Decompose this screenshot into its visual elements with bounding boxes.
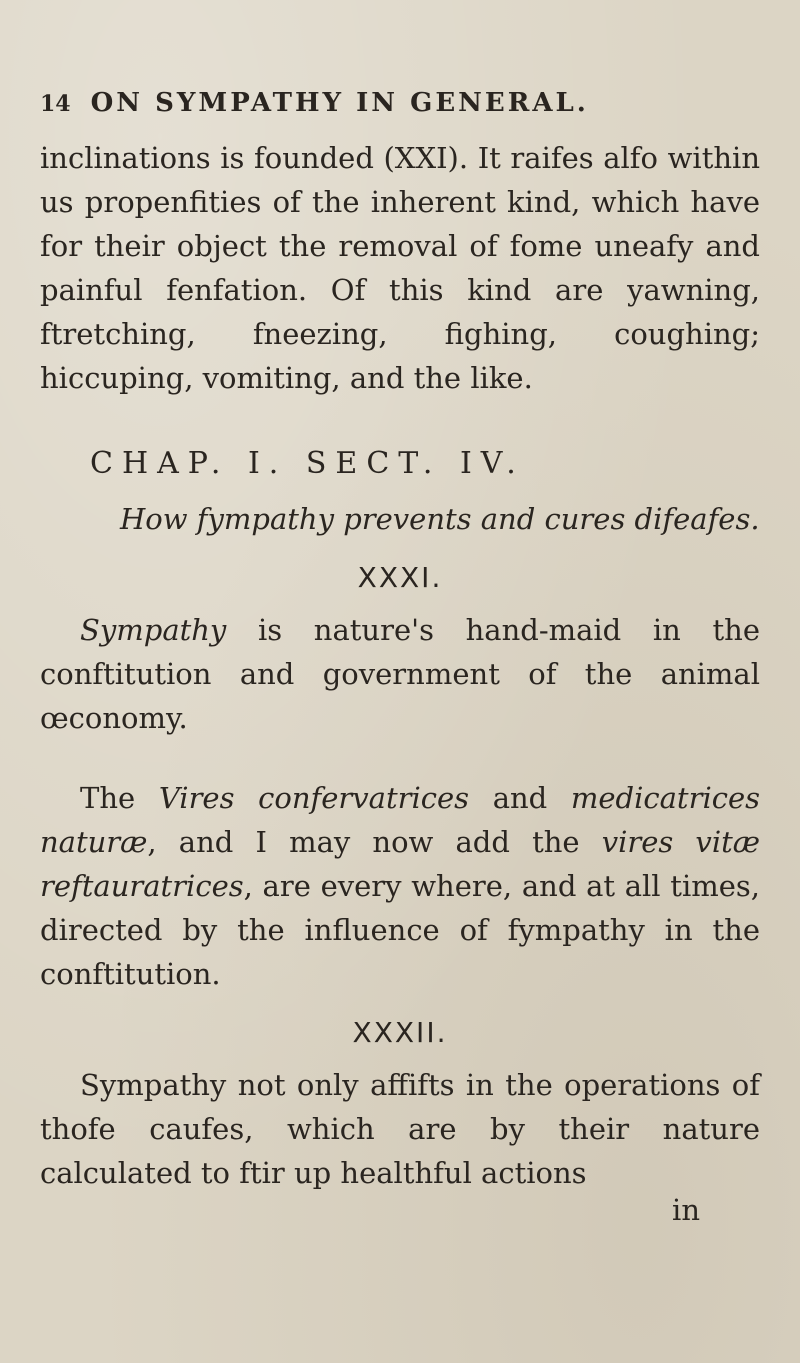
vires-italic-3: vires vitæ reftauratrices <box>40 825 761 903</box>
section-xxxi-lead: Sympathy <box>80 613 227 647</box>
vires-paragraph <box>40 776 760 996</box>
section-xxxii-text: Sympathy not only affifts in the operations of thofe caufes, which are by their nature calculated to ftir up healthful actions <box>40 1068 760 1190</box>
section-xxxi-paragraph <box>40 608 760 740</box>
section-xxxii-paragraph <box>40 1063 760 1195</box>
vires-italic-2: medicatrices naturæ <box>40 781 760 859</box>
vires-text-3: , and I may now add the <box>147 825 602 859</box>
vires-text-1: The <box>80 781 159 815</box>
opening-paragraph <box>40 136 760 400</box>
chapter-title: How fympathy prevents and cures difeafes. <box>120 502 760 536</box>
catchword: in <box>672 1193 700 1227</box>
section-numeral-xxxii: XXXII. <box>352 1016 448 1049</box>
vires-text-2: and <box>469 781 571 815</box>
section-xxxi-text: is nature's hand-maid in the conftitution and government of the animal œconomy. <box>40 613 760 735</box>
running-head <box>40 88 760 118</box>
vires-text-4: , are every where, and at all times, directed by the influence of fympathy in the conftitution. <box>40 869 760 991</box>
chapter-heading: CHAP. I. SECT. IV. <box>90 446 525 481</box>
section-numeral-xxxi: XXXI. <box>357 561 443 594</box>
running-title: ON SYMPATHY IN GENERAL. <box>90 88 589 118</box>
page-number: 14 <box>40 91 71 117</box>
vires-italic-1: Vires confervatrices <box>158 781 470 815</box>
opening-paragraph-text: inclinations is founded (XXI). It raifes alfo within us propenfities of the inherent kind, which have for their object the removal of fome uneafy and painful fenfation. Of this kind are yawning, ftretching, fneezing, fighing, coughing; hiccuping, vomiting, and the like. <box>40 141 760 395</box>
